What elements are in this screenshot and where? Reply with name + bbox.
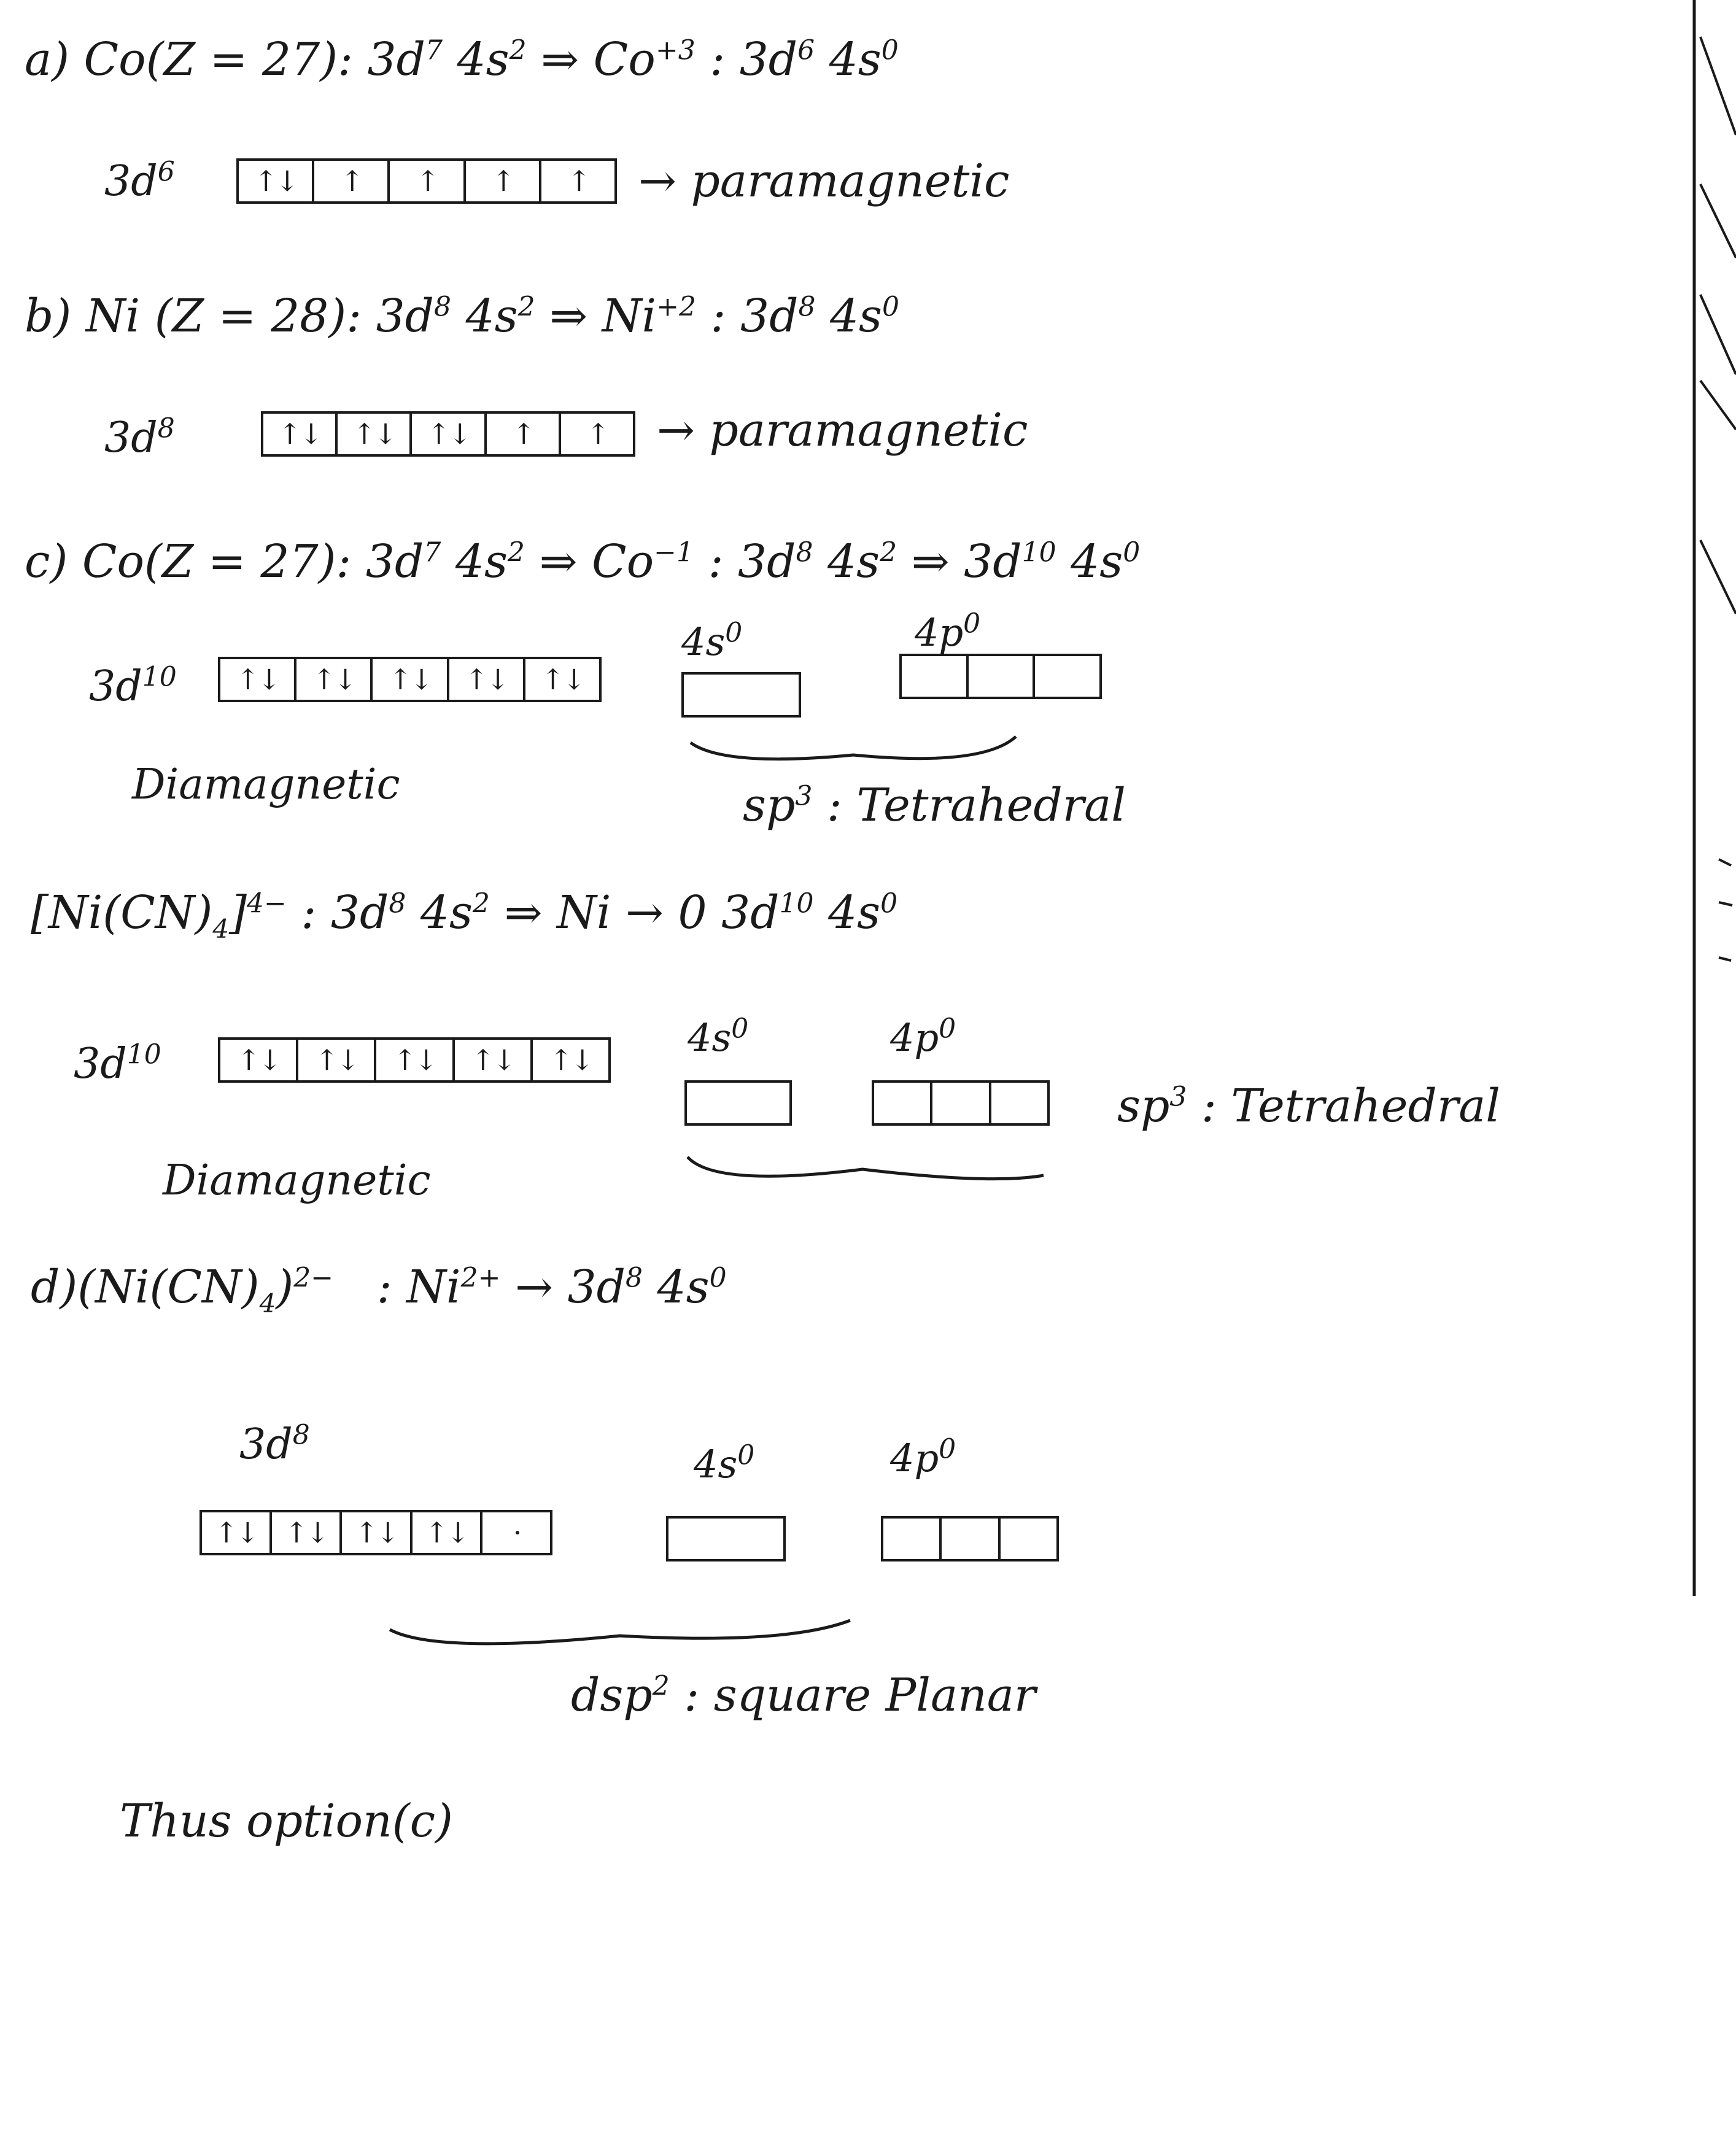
orbital-cell (687, 1083, 789, 1123)
orbital-cell: ↑↓ (374, 1040, 452, 1080)
orbital-cell (1033, 656, 1099, 697)
implies-arrow: ⇒ (541, 33, 579, 86)
orbital-cell (989, 1083, 1047, 1123)
orbital-box-3d (218, 1037, 611, 1083)
implies-arrow: ⇒ (539, 535, 578, 588)
orbital-cell (998, 1519, 1056, 1559)
ion-symbol: Ni (602, 290, 657, 342)
label-4s: $4s^0$ (694, 1439, 755, 1487)
orbital-cell: ↑ (559, 414, 633, 454)
label-4p: $4p^0$ (890, 1433, 956, 1480)
magnetism-result: → paramagnetic (638, 155, 1010, 207)
line-b: b) Ni (Z = 28): $3d^8$ $4s^2$ ⇒ $Ni^{+2}$ : $3d^8$ $4s^0$ (25, 290, 900, 342)
complex-charge: 4− (247, 888, 287, 919)
label-4s: $4s^0$ (681, 617, 743, 664)
part-marker: c) (25, 535, 68, 588)
orbital-label-3d: $3d^8$ (239, 1419, 310, 1469)
label-4p: $4p^0$ (890, 1013, 956, 1060)
atomic-number: (Z = 28): (154, 290, 362, 342)
orbital-cell: ↑↓ (523, 659, 599, 700)
part-marker: b) (25, 290, 72, 342)
implies-arrow: ⇒ (504, 886, 543, 939)
orbital-box-3d (218, 657, 602, 702)
reaction-arrow: → (515, 1261, 554, 1314)
orbital-cell (883, 1519, 939, 1559)
orbital-cell (874, 1083, 930, 1123)
orbital-cell: ↑↓ (370, 659, 446, 700)
line-c: c) Co(Z = 27): $3d^7$ $4s^2$ ⇒ $Co^{-1}$ : $3d^8$ $4s^2$ ⇒ $3d^{10}$ $4s^0$ (25, 535, 1141, 588)
orbital-cell: ↑↓ (237, 1043, 280, 1077)
orbital-cell: ↑↓ (296, 1040, 374, 1080)
ion-charge: +2 (656, 291, 696, 323)
atomic-number: (Z = 27): (145, 33, 354, 86)
hybridization-geometry: $sp^3$ : Tetrahedral (1117, 1080, 1500, 1132)
implies-arrow: ⇒ (911, 535, 950, 588)
orbital-cell: · (480, 1512, 550, 1553)
orbital-cell (930, 1083, 988, 1123)
orbital-cell (939, 1519, 998, 1559)
orbital-cell: ↑↓ (409, 414, 484, 454)
orbital-box-4s (666, 1516, 786, 1561)
orbital-cell: ↑↓ (339, 1512, 409, 1553)
ion-charge: −1 (654, 536, 694, 568)
hybridization-geometry: dsp$^2$ : square Planar (571, 1669, 1036, 1722)
part-marker: d) (31, 1261, 78, 1314)
orbital-cell: ↑↓ (214, 1516, 257, 1549)
orbital-cell: ↑ (484, 414, 559, 454)
label-4p: $4p^0$ (915, 608, 981, 655)
hybridization-brace (387, 1608, 853, 1663)
atom-symbol: Co (82, 535, 145, 588)
hybridization-brace (684, 1151, 1047, 1200)
orbital-cell: ↑↓ (278, 417, 321, 451)
orbital-cell: ↑↓ (452, 1040, 530, 1080)
orbital-cell: ↑ (539, 161, 614, 201)
orbital-cell: ↑ (312, 161, 387, 201)
orbital-cell (684, 675, 799, 715)
orbital-cell: ↑ (387, 161, 463, 201)
complex-formula: (Ni(CN) (77, 1261, 260, 1314)
line-d: $d)(Ni(CN)_4)^{2-}$ : $Ni^{2+} \to 3d^8$ $4s^0$ (31, 1261, 727, 1318)
orbital-label-3d: $3d^{10}$ (89, 661, 177, 711)
orbital-label-3d: $3d^6$ (104, 156, 175, 206)
orbital-box-4s (684, 1080, 792, 1126)
atomic-number: (Z = 27): (144, 535, 352, 588)
orbital-label-3d: $3d^{10}$ (74, 1039, 161, 1088)
orbital-cell: ↑↓ (335, 414, 409, 454)
conclusion: Thus option(c) (120, 1795, 453, 1848)
orbital-cell (668, 1519, 783, 1559)
orbital-cell (902, 656, 966, 697)
orbital-cell: ↑↓ (269, 1512, 339, 1553)
ion-charge: +3 (655, 34, 696, 66)
ion-symbol: Co (593, 33, 656, 86)
line-a: a) Co(Z = 27): $3d^7$ $4s^2$ ⇒ $Co^{+3}$ : $3d^6$ $4s^0$ (25, 33, 899, 86)
page-edge-decoration (1682, 0, 1736, 1596)
orbital-box-4s (681, 672, 801, 718)
orbital-box-3d (200, 1510, 552, 1555)
orbital-label-3d: $3d^8$ (104, 412, 175, 462)
complex-charge: 2− (293, 1262, 334, 1294)
orbital-box-4p (881, 1516, 1059, 1561)
orbital-cell: ↑↓ (447, 659, 523, 700)
orbital-box-3d (236, 158, 617, 204)
atom-symbol: Co (83, 33, 146, 86)
orbital-cell: ↑↓ (254, 164, 297, 198)
magnetism-label: Diamagnetic (163, 1156, 431, 1205)
implies-arrow: ⇒ (549, 290, 588, 342)
label-4s: $4s^0$ (688, 1013, 749, 1060)
magnetism-result: → paramagnetic (657, 404, 1028, 457)
orbital-box-4p (872, 1080, 1050, 1126)
hybridization-geometry: $sp^3$ : Tetrahedral (743, 779, 1126, 832)
line-nicn4-4minus: $[Ni(CN)_4]^{4-}$ : $3d^8$ $4s^2$ ⇒ Ni → 0 $3d^{10}$ $4s^0$ (31, 886, 898, 944)
ion-symbol: Co (592, 535, 654, 588)
orbital-cell: ↑↓ (294, 659, 370, 700)
orbital-cell: ↑↓ (410, 1512, 480, 1553)
hybridization-brace (688, 730, 1019, 780)
orbital-cell: ↑↓ (236, 663, 279, 696)
atom-symbol: Ni (85, 290, 141, 342)
magnetism-label: Diamagnetic (132, 760, 400, 809)
orbital-box-4p (899, 654, 1102, 699)
orbital-cell: ↑ (463, 161, 539, 201)
orbital-box-3d (261, 411, 635, 457)
complex-formula: [Ni(CN) (31, 886, 213, 939)
orbital-cell: ↑↓ (530, 1040, 608, 1080)
part-marker: a) (25, 33, 69, 86)
orbital-cell (966, 656, 1033, 697)
